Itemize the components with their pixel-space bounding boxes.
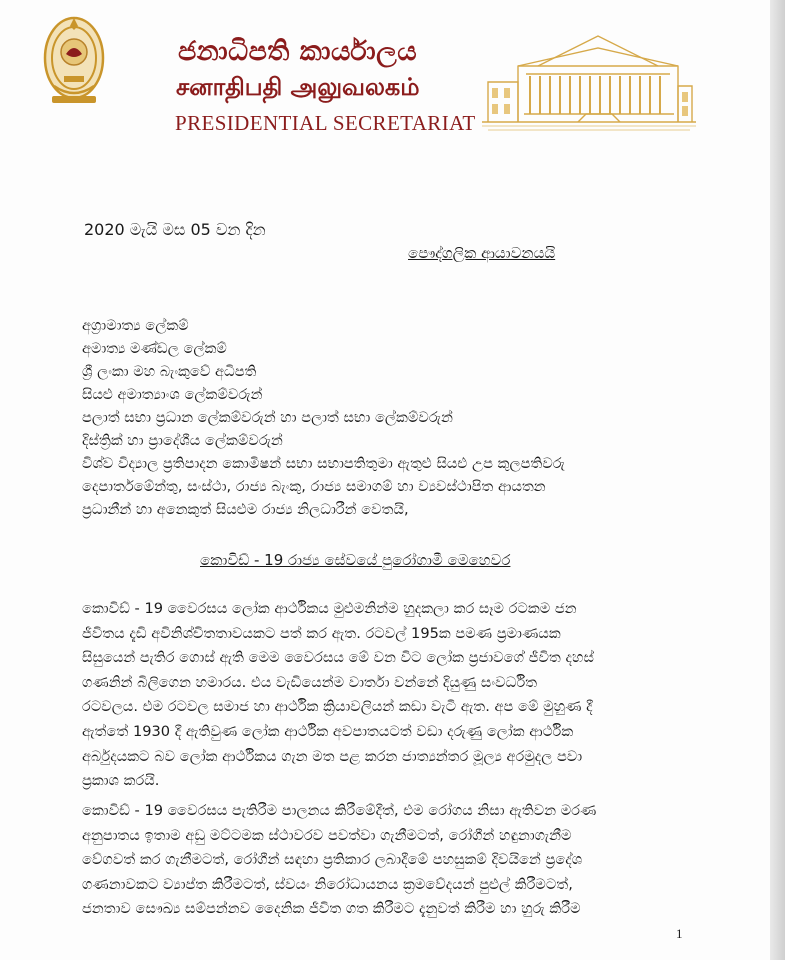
recipients-list (82, 314, 722, 521)
recipient-line: සියළු අමාත්‍යාංශ ලේකම්වරුන් (82, 386, 263, 403)
recipient-line: දිස්ත්‍රික් හා ප්‍රාදේශීය ලේකම්වරුන් (82, 432, 283, 449)
office-title-tamil: சனாதிபதி அலுவலகம் (176, 73, 420, 101)
body-paragraph-2 (82, 799, 697, 922)
paragraph-line: ප්‍රකාශ කරයි. (82, 772, 160, 790)
paragraph-line: ජනතාව සෞඛ්‍ය සම්පන්නව දෛනික ජීවිත ගත කිරීමට දැනුවත් කිරීම හා හුරු කිරීම (82, 900, 581, 918)
recipient-line: ශ්‍රී ලංකා මහ බැංකුවේ අධිපති (82, 363, 257, 380)
paragraph-line: සිසුයෙන් පැතිර ගොස් ඇති මෙම වෛරසය මේ වන විට ලෝක ප්‍රජාවගේ ජීවිත දහස් (82, 649, 595, 667)
body-paragraph-1 (82, 597, 697, 794)
presidential-secretariat-building-illustration (478, 22, 700, 134)
recipient-line: අග්‍රාමාත්‍ය ලේකම් (82, 317, 189, 334)
paragraph-line: ජීවිතය දැඩි අවිනිශ්චිතතාවයකට පත් කර ඇත. රටවල් 195ක පමණ ප්‍රමාණයක (82, 624, 561, 642)
paragraph-line: කොවිඩ් - 19 වෛරසය ලෝක ආර්ථිකය මුළුමනින්ම හුදකලා කර සෑම රටකම ජන (82, 600, 577, 617)
paragraph-line: ගණනාවකට ව්‍යාප්ත කිරීමටත්, ස්වයං නිරෝධායනය ක්‍රමවේදයන් පුළුල් කිරීමටත්, (82, 875, 573, 893)
recipient-line: ප්‍රධානීන් හා අනෙකුත් සියළුම රාජ්‍ය නිලධාරීන් වෙතයි, (82, 501, 409, 518)
paragraph-line: කොවිඩ් - 19 වෛරසය පැතිරීම පාලනය කිරීමේදීත්, එම රෝගය නිසා ඇතිවන මරණ (82, 802, 597, 819)
confidential-label: පෞද්ගලික ආයාවනයයි (408, 244, 556, 262)
recipient-line: දෙපාර්තමේන්තු, සංස්ථා, රාජ්‍ය බැංකු, රාජ්‍ය සමාගම් හා ව්‍යවස්ථාපිත ආයතන (82, 478, 546, 495)
paragraph-line: රටවලය. එම රටවල සමාජ හා ආර්ථික ක්‍රියාවලියන් කඩා වැටී ඇත. අප මේ මුහුණ දී (82, 698, 593, 716)
paragraph-line: වේගවත් කර ගැනීමටත්, රෝගීන් සඳහා ප්‍රතිකාර ලබාදීමේ පහසුකම් දිවයිනේ ප්‍රදේශ (82, 851, 583, 869)
office-title-sinhala: ජනාධිපති කාර්යාලය (178, 36, 418, 67)
letter-subject: කොවිඩ් - 19 රාජ්‍ය සේවයේ පුරෝගාමී මෙහෙවර (200, 551, 511, 569)
paragraph-line: ඇත්තේ 1930 දී ඇතිවුණ ලෝක ආර්ථික අවපාතයටත් වඩා දරුණු ලෝක ආර්ථික (82, 722, 574, 740)
page-number: 1 (676, 926, 683, 941)
recipient-line: අමාත්‍ය මණ්ඩල ලේකම් (82, 340, 227, 357)
sri-lanka-emblem-logo (42, 14, 106, 106)
page-edge-shadow (770, 0, 785, 960)
recipient-line: පලාත් සභා ප්‍රධාන ලේකම්වරුන් හා පලාත් සභා ලේකම්වරුන් (82, 409, 453, 426)
paragraph-line: අර්බුදයකට බව ලෝක ආර්ථිකය ගැන මත පළ කරන ජාත්‍යන්තර මූල්‍ය අරමුදල පවා (82, 747, 583, 765)
recipient-line: විශ්ව විද්‍යාල ප්‍රතිපාදන කොමිෂන් සභා සභාපතිතුමා ඇතුළු සියළු උප කුලපතිවරු (82, 455, 566, 472)
paragraph-line: ගණනින් බිලිගෙන හමාරය. එය වැඩියෙන්ම වාර්තා වන්නේ දියුණු සංවර්ධිත (82, 673, 538, 691)
office-title-english: PRESIDENTIAL SECRETARIAT (175, 111, 476, 135)
paragraph-line: අනුපාතය ඉතාම අඩු මට්ටමක ස්ථාවරව පවත්වා ගැනීමටත්, රෝගීන් හඳුනාගැනීම (82, 826, 572, 844)
letter-date: 2020 මැයි මස 05 වන දින (84, 220, 266, 239)
